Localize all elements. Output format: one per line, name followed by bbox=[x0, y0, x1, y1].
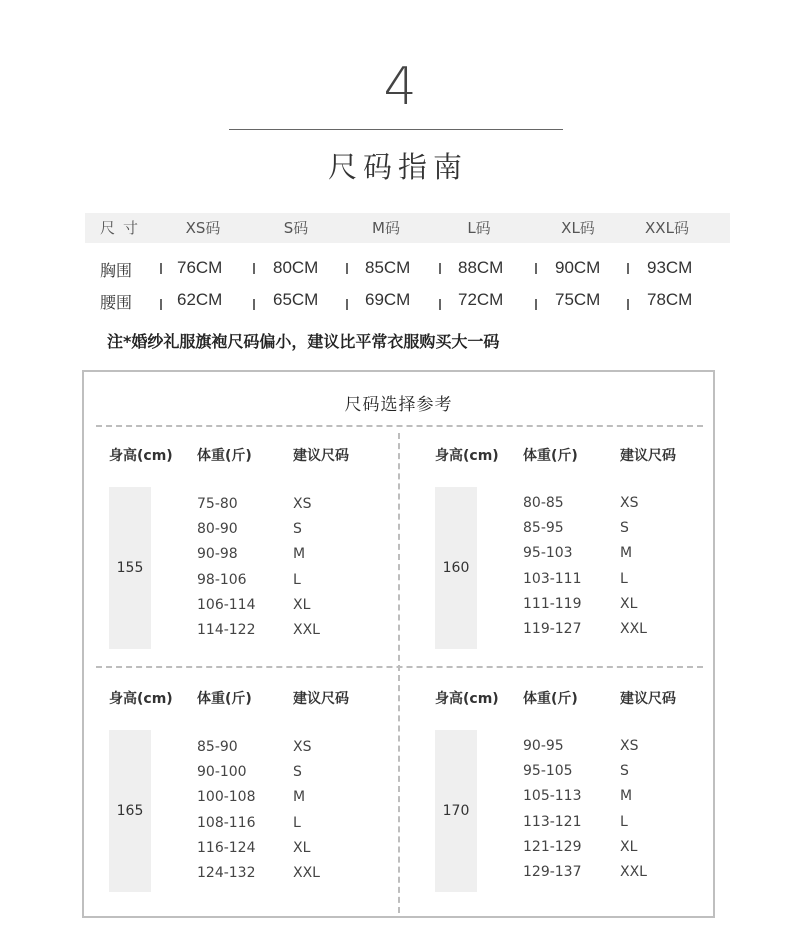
weight-range: 111-119 bbox=[523, 595, 582, 612]
measure-value: 93CM bbox=[647, 258, 693, 277]
measure-separator bbox=[253, 299, 255, 310]
weight-range: 119-127 bbox=[523, 621, 582, 637]
weight-column-header: 体重(斤) bbox=[523, 691, 578, 707]
size-header-4: XL码 bbox=[561, 219, 595, 237]
height-column-header: 身高(cm) bbox=[109, 691, 173, 707]
recommended-size: L bbox=[620, 813, 628, 830]
measure-separator bbox=[627, 263, 629, 274]
size-column-header: 建议尺码 bbox=[293, 691, 349, 707]
recommended-size: M bbox=[293, 546, 306, 563]
height-value: 170 bbox=[442, 803, 470, 819]
weight-range: 129-137 bbox=[523, 864, 582, 880]
recommended-size: M bbox=[620, 788, 633, 805]
weight-range: 75-80 bbox=[197, 496, 238, 512]
weight-column-header: 体重(斤) bbox=[197, 448, 252, 464]
weight-range: 121-129 bbox=[523, 838, 582, 855]
measure-value: 75CM bbox=[555, 290, 601, 309]
measure-value: 90CM bbox=[555, 258, 601, 277]
recommended-size: XS bbox=[293, 739, 312, 755]
measure-separator bbox=[346, 263, 348, 274]
height-column-header: 身高(cm) bbox=[435, 448, 499, 464]
measure-label-0: 胸围 bbox=[100, 261, 133, 280]
measure-separator bbox=[346, 299, 348, 310]
recommended-size: XL bbox=[620, 838, 638, 855]
title-divider bbox=[229, 129, 563, 130]
weight-column-header: 体重(斤) bbox=[523, 448, 578, 464]
weight-range: 103-111 bbox=[523, 570, 582, 587]
weight-range: 108-116 bbox=[197, 814, 256, 831]
recommended-size: XL bbox=[620, 595, 638, 612]
weight-range: 90-95 bbox=[523, 738, 564, 754]
size-column-header: 建议尺码 bbox=[620, 691, 676, 707]
measure-separator bbox=[160, 263, 162, 274]
weight-range: 116-124 bbox=[197, 839, 256, 856]
reference-title-divider bbox=[96, 425, 703, 427]
weight-range: 85-95 bbox=[523, 520, 564, 537]
page-title: 尺码指南 bbox=[327, 150, 468, 184]
recommended-size: XXL bbox=[620, 864, 647, 880]
recommended-size: S bbox=[293, 521, 302, 538]
height-value: 155 bbox=[116, 560, 144, 576]
weight-range: 114-122 bbox=[197, 622, 256, 638]
measure-value: 78CM bbox=[647, 290, 693, 309]
measure-value: 85CM bbox=[365, 258, 411, 277]
recommended-size: M bbox=[293, 789, 306, 806]
measure-value: 72CM bbox=[458, 290, 504, 309]
weight-range: 80-85 bbox=[523, 495, 564, 511]
height-value: 165 bbox=[116, 803, 144, 819]
weight-range: 80-90 bbox=[197, 521, 238, 538]
recommended-size: XXL bbox=[293, 865, 320, 881]
measure-separator bbox=[535, 263, 537, 274]
size-column-header: 建议尺码 bbox=[620, 448, 676, 464]
weight-range: 90-98 bbox=[197, 546, 238, 563]
recommended-size: XL bbox=[293, 596, 311, 613]
weight-range: 100-108 bbox=[197, 789, 256, 806]
size-column-header: 建议尺码 bbox=[293, 448, 349, 464]
measure-value: 69CM bbox=[365, 290, 411, 309]
recommended-size: XXL bbox=[293, 622, 320, 638]
recommended-size: L bbox=[620, 570, 628, 587]
size-header-1: S码 bbox=[283, 219, 309, 237]
recommended-size: M bbox=[620, 545, 633, 562]
measure-value: 88CM bbox=[458, 258, 504, 277]
reference-column-divider bbox=[398, 433, 400, 913]
recommended-size: L bbox=[293, 571, 301, 588]
weight-range: 95-103 bbox=[523, 545, 573, 562]
size-header-5: XXL码 bbox=[645, 219, 689, 237]
weight-range: 106-114 bbox=[197, 596, 256, 613]
measure-separator bbox=[253, 263, 255, 274]
recommended-size: S bbox=[620, 763, 629, 780]
weight-range: 85-90 bbox=[197, 739, 238, 755]
measure-separator bbox=[439, 263, 441, 274]
weight-range: 98-106 bbox=[197, 571, 247, 588]
size-note: 注*婚纱礼服旗袍尺码偏小，建议比平常衣服购买大一码 bbox=[107, 332, 500, 351]
section-number: 4 bbox=[383, 57, 417, 117]
weight-range: 95-105 bbox=[523, 763, 573, 780]
size-header-0: XS码 bbox=[185, 219, 221, 237]
size-header-2: M码 bbox=[372, 219, 400, 237]
recommended-size: XS bbox=[620, 738, 639, 754]
measure-value: 65CM bbox=[273, 290, 319, 309]
size-header-3: L码 bbox=[467, 219, 491, 237]
measure-value: 62CM bbox=[177, 290, 223, 309]
recommended-size: XS bbox=[293, 496, 312, 512]
weight-column-header: 体重(斤) bbox=[197, 691, 252, 707]
weight-range: 90-100 bbox=[197, 764, 247, 781]
size-header-label: 尺寸 bbox=[100, 219, 147, 237]
measure-value: 76CM bbox=[177, 258, 223, 277]
recommended-size: S bbox=[293, 764, 302, 781]
weight-range: 105-113 bbox=[523, 788, 582, 805]
measure-separator bbox=[439, 299, 441, 310]
recommended-size: L bbox=[293, 814, 301, 831]
reference-title: 尺码选择参考 bbox=[344, 395, 453, 415]
recommended-size: XS bbox=[620, 495, 639, 511]
measure-separator bbox=[160, 299, 162, 310]
measure-separator bbox=[535, 299, 537, 310]
measure-separator bbox=[627, 299, 629, 310]
measure-label-1: 腰围 bbox=[100, 293, 133, 312]
recommended-size: S bbox=[620, 520, 629, 537]
height-column-header: 身高(cm) bbox=[109, 448, 173, 464]
recommended-size: XXL bbox=[620, 621, 647, 637]
recommended-size: XL bbox=[293, 839, 311, 856]
height-column-header: 身高(cm) bbox=[435, 691, 499, 707]
measure-value: 80CM bbox=[273, 258, 319, 277]
weight-range: 124-132 bbox=[197, 865, 256, 881]
height-value: 160 bbox=[442, 560, 470, 576]
weight-range: 113-121 bbox=[523, 813, 582, 830]
